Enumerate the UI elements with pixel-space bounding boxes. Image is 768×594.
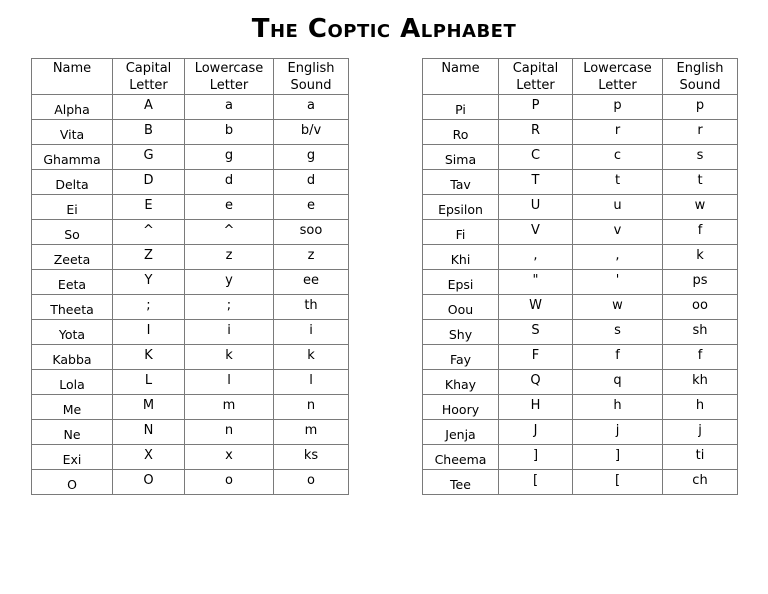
letter-name-cell: So bbox=[32, 220, 113, 245]
lowercase-letter-cell: s bbox=[573, 320, 663, 345]
capital-letter-cell: " bbox=[499, 270, 573, 295]
column-header-name-text: Name bbox=[441, 61, 480, 76]
table-header-row bbox=[32, 59, 349, 95]
english-sound-cell: e bbox=[274, 195, 349, 220]
english-sound-cell: i bbox=[274, 320, 349, 345]
capital-letter-cell: B bbox=[113, 120, 185, 145]
letter-name-cell: Vita bbox=[32, 120, 113, 145]
english-sound-cell: ee bbox=[274, 270, 349, 295]
letter-name-cell: Sima bbox=[423, 145, 499, 170]
lowercase-letter-cell: c bbox=[573, 145, 663, 170]
capital-letter-cell: W bbox=[499, 295, 573, 320]
letter-name-cell: Tav bbox=[423, 170, 499, 195]
english-sound-cell: o bbox=[274, 470, 349, 495]
lowercase-letter-cell: v bbox=[573, 220, 663, 245]
lowercase-letter-cell: l bbox=[185, 370, 274, 395]
table-row bbox=[423, 345, 738, 370]
table-row bbox=[423, 270, 738, 295]
english-sound-cell: k bbox=[663, 245, 738, 270]
lowercase-letter-cell: q bbox=[573, 370, 663, 395]
capital-letter-cell: , bbox=[499, 245, 573, 270]
lowercase-letter-cell: x bbox=[185, 445, 274, 470]
english-sound-cell: b/v bbox=[274, 120, 349, 145]
alphabet-table-left bbox=[31, 58, 349, 495]
capital-letter-cell: A bbox=[113, 95, 185, 120]
letter-name-cell: Lola bbox=[32, 370, 113, 395]
english-sound-cell: soo bbox=[274, 220, 349, 245]
capital-letter-cell: J bbox=[499, 420, 573, 445]
table-row bbox=[423, 145, 738, 170]
letter-name-cell: Pi bbox=[423, 95, 499, 120]
letter-name-cell: Ro bbox=[423, 120, 499, 145]
letter-name-cell: Exi bbox=[32, 445, 113, 470]
letter-name-cell: Hoory bbox=[423, 395, 499, 420]
lowercase-letter-cell: i bbox=[185, 320, 274, 345]
letter-name-cell: Shy bbox=[423, 320, 499, 345]
column-header-name bbox=[423, 59, 499, 95]
english-sound-cell: oo bbox=[663, 295, 738, 320]
letter-name-cell: Tee bbox=[423, 470, 499, 495]
english-sound-cell: m bbox=[274, 420, 349, 445]
english-sound-cell: kh bbox=[663, 370, 738, 395]
english-sound-cell: a bbox=[274, 95, 349, 120]
letter-name-cell: Me bbox=[32, 395, 113, 420]
table-row bbox=[423, 195, 738, 220]
capital-letter-cell: R bbox=[499, 120, 573, 145]
capital-letter-cell: M bbox=[113, 395, 185, 420]
english-sound-cell: g bbox=[274, 145, 349, 170]
table-row bbox=[423, 320, 738, 345]
letter-name-cell: Fi bbox=[423, 220, 499, 245]
capital-letter-cell: P bbox=[499, 95, 573, 120]
english-sound-cell: ps bbox=[663, 270, 738, 295]
lowercase-letter-cell: ^ bbox=[185, 220, 274, 245]
letter-name-cell: Theeta bbox=[32, 295, 113, 320]
table-row bbox=[32, 345, 349, 370]
column-header-name-text: Name bbox=[52, 61, 92, 76]
table-row bbox=[32, 395, 349, 420]
table-row bbox=[32, 145, 349, 170]
letter-name-cell: Khi bbox=[423, 245, 499, 270]
table-row bbox=[32, 370, 349, 395]
capital-letter-cell: X bbox=[113, 445, 185, 470]
capital-letter-cell: L bbox=[113, 370, 185, 395]
column-header-capital bbox=[499, 59, 573, 95]
lowercase-letter-cell: e bbox=[185, 195, 274, 220]
letter-name-cell: Kabba bbox=[32, 345, 113, 370]
english-sound-cell: n bbox=[274, 395, 349, 420]
capital-letter-cell: ] bbox=[499, 445, 573, 470]
english-sound-cell: ti bbox=[663, 445, 738, 470]
column-header-english-line2: Sound bbox=[290, 78, 332, 93]
lowercase-letter-cell: , bbox=[573, 245, 663, 270]
english-sound-cell: ch bbox=[663, 470, 738, 495]
english-sound-cell: p bbox=[663, 95, 738, 120]
capital-letter-cell: Y bbox=[113, 270, 185, 295]
capital-letter-cell: ^ bbox=[113, 220, 185, 245]
table-row bbox=[423, 220, 738, 245]
capital-letter-cell: K bbox=[113, 345, 185, 370]
column-header-lowercase-line1: Lowercase bbox=[583, 61, 652, 76]
letter-name-cell: Zeeta bbox=[32, 245, 113, 270]
capital-letter-cell: C bbox=[499, 145, 573, 170]
english-sound-cell: t bbox=[663, 170, 738, 195]
letter-name-cell: Delta bbox=[32, 170, 113, 195]
column-header-lowercase-line2: Letter bbox=[598, 78, 637, 93]
capital-letter-cell: Z bbox=[113, 245, 185, 270]
column-header-lowercase-line1: Lowercase bbox=[194, 61, 264, 76]
page-title: The Coptic Alphabet bbox=[251, 14, 517, 44]
capital-letter-cell: Q bbox=[499, 370, 573, 395]
lowercase-letter-cell: ; bbox=[185, 295, 274, 320]
english-sound-cell: d bbox=[274, 170, 349, 195]
table-row bbox=[423, 245, 738, 270]
capital-letter-cell: S bbox=[499, 320, 573, 345]
lowercase-letter-cell: a bbox=[185, 95, 274, 120]
table-row bbox=[423, 470, 738, 495]
english-sound-cell: s bbox=[663, 145, 738, 170]
letter-name-cell: Alpha bbox=[32, 95, 113, 120]
column-header-capital-line2: Letter bbox=[129, 78, 168, 93]
table-row bbox=[32, 445, 349, 470]
column-header-capital-line1: Capital bbox=[125, 61, 172, 76]
capital-letter-cell: D bbox=[113, 170, 185, 195]
english-sound-cell: h bbox=[663, 395, 738, 420]
table-header-row bbox=[423, 59, 738, 95]
english-sound-cell: f bbox=[663, 220, 738, 245]
column-header-lowercase-line2: Letter bbox=[209, 78, 249, 93]
table-row bbox=[423, 170, 738, 195]
table-row bbox=[32, 220, 349, 245]
english-sound-cell: k bbox=[274, 345, 349, 370]
lowercase-letter-cell: u bbox=[573, 195, 663, 220]
letter-name-cell: Oou bbox=[423, 295, 499, 320]
letter-name-cell: Yota bbox=[32, 320, 113, 345]
lowercase-letter-cell: w bbox=[573, 295, 663, 320]
table-row bbox=[423, 120, 738, 145]
letter-name-cell: Epsilon bbox=[423, 195, 499, 220]
capital-letter-cell: T bbox=[499, 170, 573, 195]
table-row bbox=[423, 420, 738, 445]
capital-letter-cell: G bbox=[113, 145, 185, 170]
column-header-capital-line1: Capital bbox=[512, 61, 559, 76]
english-sound-cell: w bbox=[663, 195, 738, 220]
english-sound-cell: l bbox=[274, 370, 349, 395]
lowercase-letter-cell: g bbox=[185, 145, 274, 170]
lowercase-letter-cell: p bbox=[573, 95, 663, 120]
letter-name-cell: Eeta bbox=[32, 270, 113, 295]
table-row bbox=[32, 420, 349, 445]
lowercase-letter-cell: ] bbox=[573, 445, 663, 470]
table-row bbox=[32, 195, 349, 220]
column-header-lowercase bbox=[573, 59, 663, 95]
table-row bbox=[32, 120, 349, 145]
capital-letter-cell: E bbox=[113, 195, 185, 220]
lowercase-letter-cell: j bbox=[573, 420, 663, 445]
table-row bbox=[423, 445, 738, 470]
lowercase-letter-cell: n bbox=[185, 420, 274, 445]
column-header-english bbox=[274, 59, 349, 95]
table-row bbox=[423, 370, 738, 395]
capital-letter-cell: F bbox=[499, 345, 573, 370]
lowercase-letter-cell: t bbox=[573, 170, 663, 195]
table-row bbox=[32, 470, 349, 495]
column-header-english bbox=[663, 59, 738, 95]
lowercase-letter-cell: b bbox=[185, 120, 274, 145]
table-row bbox=[32, 170, 349, 195]
english-sound-cell: r bbox=[663, 120, 738, 145]
lowercase-letter-cell: z bbox=[185, 245, 274, 270]
letter-name-cell: Epsi bbox=[423, 270, 499, 295]
capital-letter-cell: H bbox=[499, 395, 573, 420]
column-header-english-line1: English bbox=[287, 61, 335, 76]
table-row bbox=[32, 245, 349, 270]
letter-name-cell: O bbox=[32, 470, 113, 495]
table-row bbox=[423, 95, 738, 120]
letter-name-cell: Khay bbox=[423, 370, 499, 395]
lowercase-letter-cell: m bbox=[185, 395, 274, 420]
table-row bbox=[32, 295, 349, 320]
english-sound-cell: th bbox=[274, 295, 349, 320]
english-sound-cell: z bbox=[274, 245, 349, 270]
lowercase-letter-cell: k bbox=[185, 345, 274, 370]
lowercase-letter-cell: f bbox=[573, 345, 663, 370]
column-header-lowercase bbox=[185, 59, 274, 95]
capital-letter-cell: N bbox=[113, 420, 185, 445]
capital-letter-cell: I bbox=[113, 320, 185, 345]
lowercase-letter-cell: o bbox=[185, 470, 274, 495]
table-row bbox=[423, 395, 738, 420]
english-sound-cell: ks bbox=[274, 445, 349, 470]
letter-name-cell: Ne bbox=[32, 420, 113, 445]
table-row bbox=[32, 270, 349, 295]
lowercase-letter-cell: [ bbox=[573, 470, 663, 495]
column-header-capital-line2: Letter bbox=[516, 78, 555, 93]
column-header-capital bbox=[113, 59, 185, 95]
capital-letter-cell: [ bbox=[499, 470, 573, 495]
alphabet-table-right bbox=[422, 58, 738, 495]
table-row bbox=[32, 320, 349, 345]
capital-letter-cell: O bbox=[113, 470, 185, 495]
column-header-name bbox=[32, 59, 113, 95]
english-sound-cell: j bbox=[663, 420, 738, 445]
column-header-english-line1: English bbox=[676, 61, 724, 76]
letter-name-cell: Cheema bbox=[423, 445, 499, 470]
letter-name-cell: Ei bbox=[32, 195, 113, 220]
letter-name-cell: Fay bbox=[423, 345, 499, 370]
lowercase-letter-cell: ' bbox=[573, 270, 663, 295]
letter-name-cell: Ghamma bbox=[32, 145, 113, 170]
letter-name-cell: Jenja bbox=[423, 420, 499, 445]
lowercase-letter-cell: y bbox=[185, 270, 274, 295]
table-row bbox=[423, 295, 738, 320]
capital-letter-cell: V bbox=[499, 220, 573, 245]
column-header-english-line2: Sound bbox=[679, 78, 721, 93]
capital-letter-cell: ; bbox=[113, 295, 185, 320]
lowercase-letter-cell: h bbox=[573, 395, 663, 420]
english-sound-cell: sh bbox=[663, 320, 738, 345]
lowercase-letter-cell: d bbox=[185, 170, 274, 195]
lowercase-letter-cell: r bbox=[573, 120, 663, 145]
english-sound-cell: f bbox=[663, 345, 738, 370]
capital-letter-cell: U bbox=[499, 195, 573, 220]
table-row bbox=[32, 95, 349, 120]
